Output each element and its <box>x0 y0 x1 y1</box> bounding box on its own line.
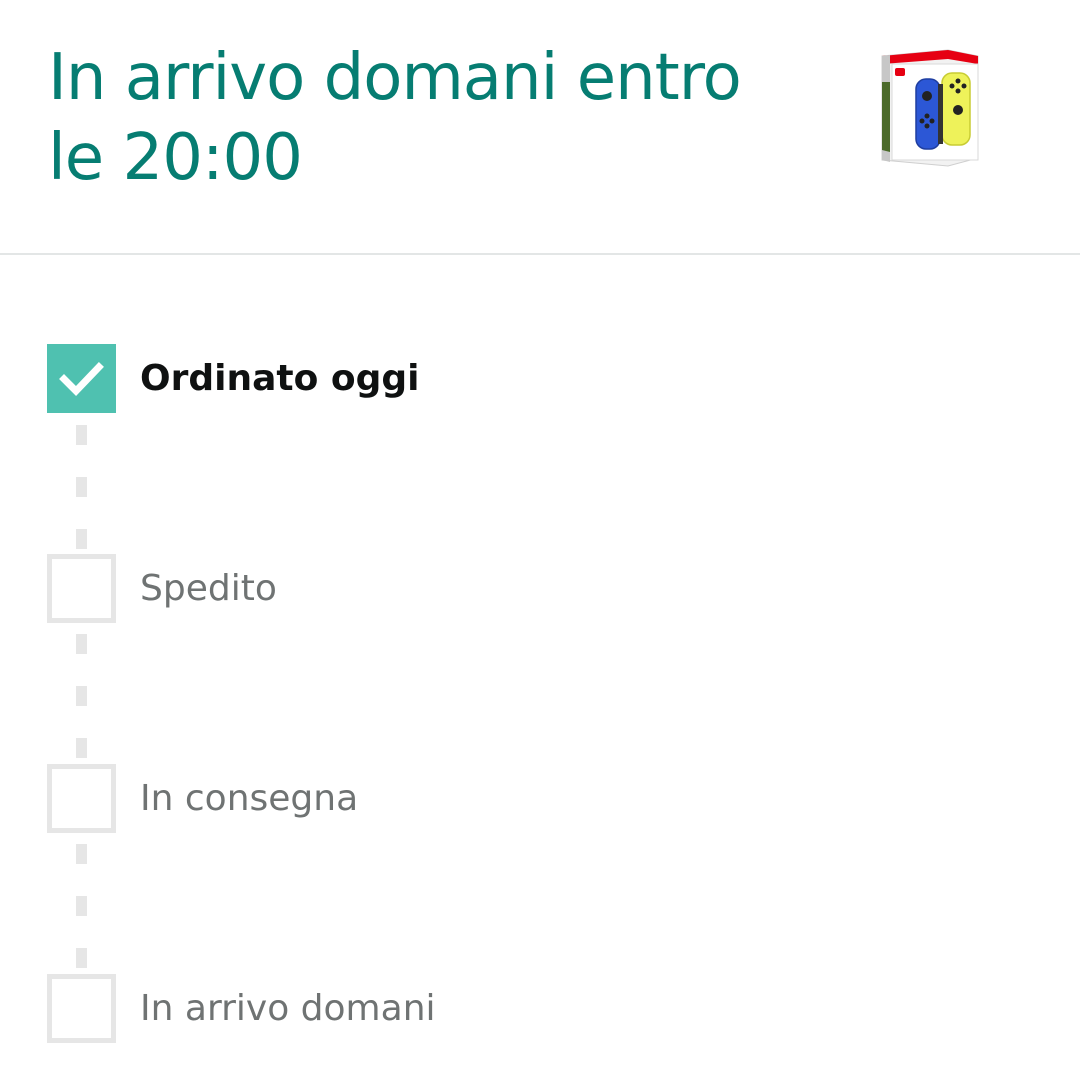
step-status-box <box>47 344 116 413</box>
tracker-step-ordered <box>47 344 947 414</box>
step-label: In consegna <box>140 778 359 819</box>
tracker-step-out-for-delivery <box>47 764 947 834</box>
connector-dash <box>76 425 87 445</box>
connector-dash <box>76 844 87 864</box>
connector-dash <box>76 634 87 654</box>
connector-dash <box>76 948 87 968</box>
checkmark-icon <box>47 344 116 413</box>
connector-dash <box>76 529 87 549</box>
tracker-step-shipped <box>47 554 947 624</box>
connector-dash <box>76 686 87 706</box>
delivery-status-title: In arrivo domani entro le 20:00 <box>48 41 741 195</box>
connector-dash <box>76 738 87 758</box>
step-label: Ordinato oggi <box>140 358 420 399</box>
connector-dash <box>76 896 87 916</box>
tracker-step-arriving <box>47 974 947 1044</box>
step-status-box <box>47 974 116 1043</box>
step-label: Spedito <box>140 568 277 609</box>
connector-dash <box>76 477 87 497</box>
step-label: In arrivo domani <box>140 988 436 1029</box>
step-status-box <box>47 554 116 623</box>
step-status-box <box>47 764 116 833</box>
